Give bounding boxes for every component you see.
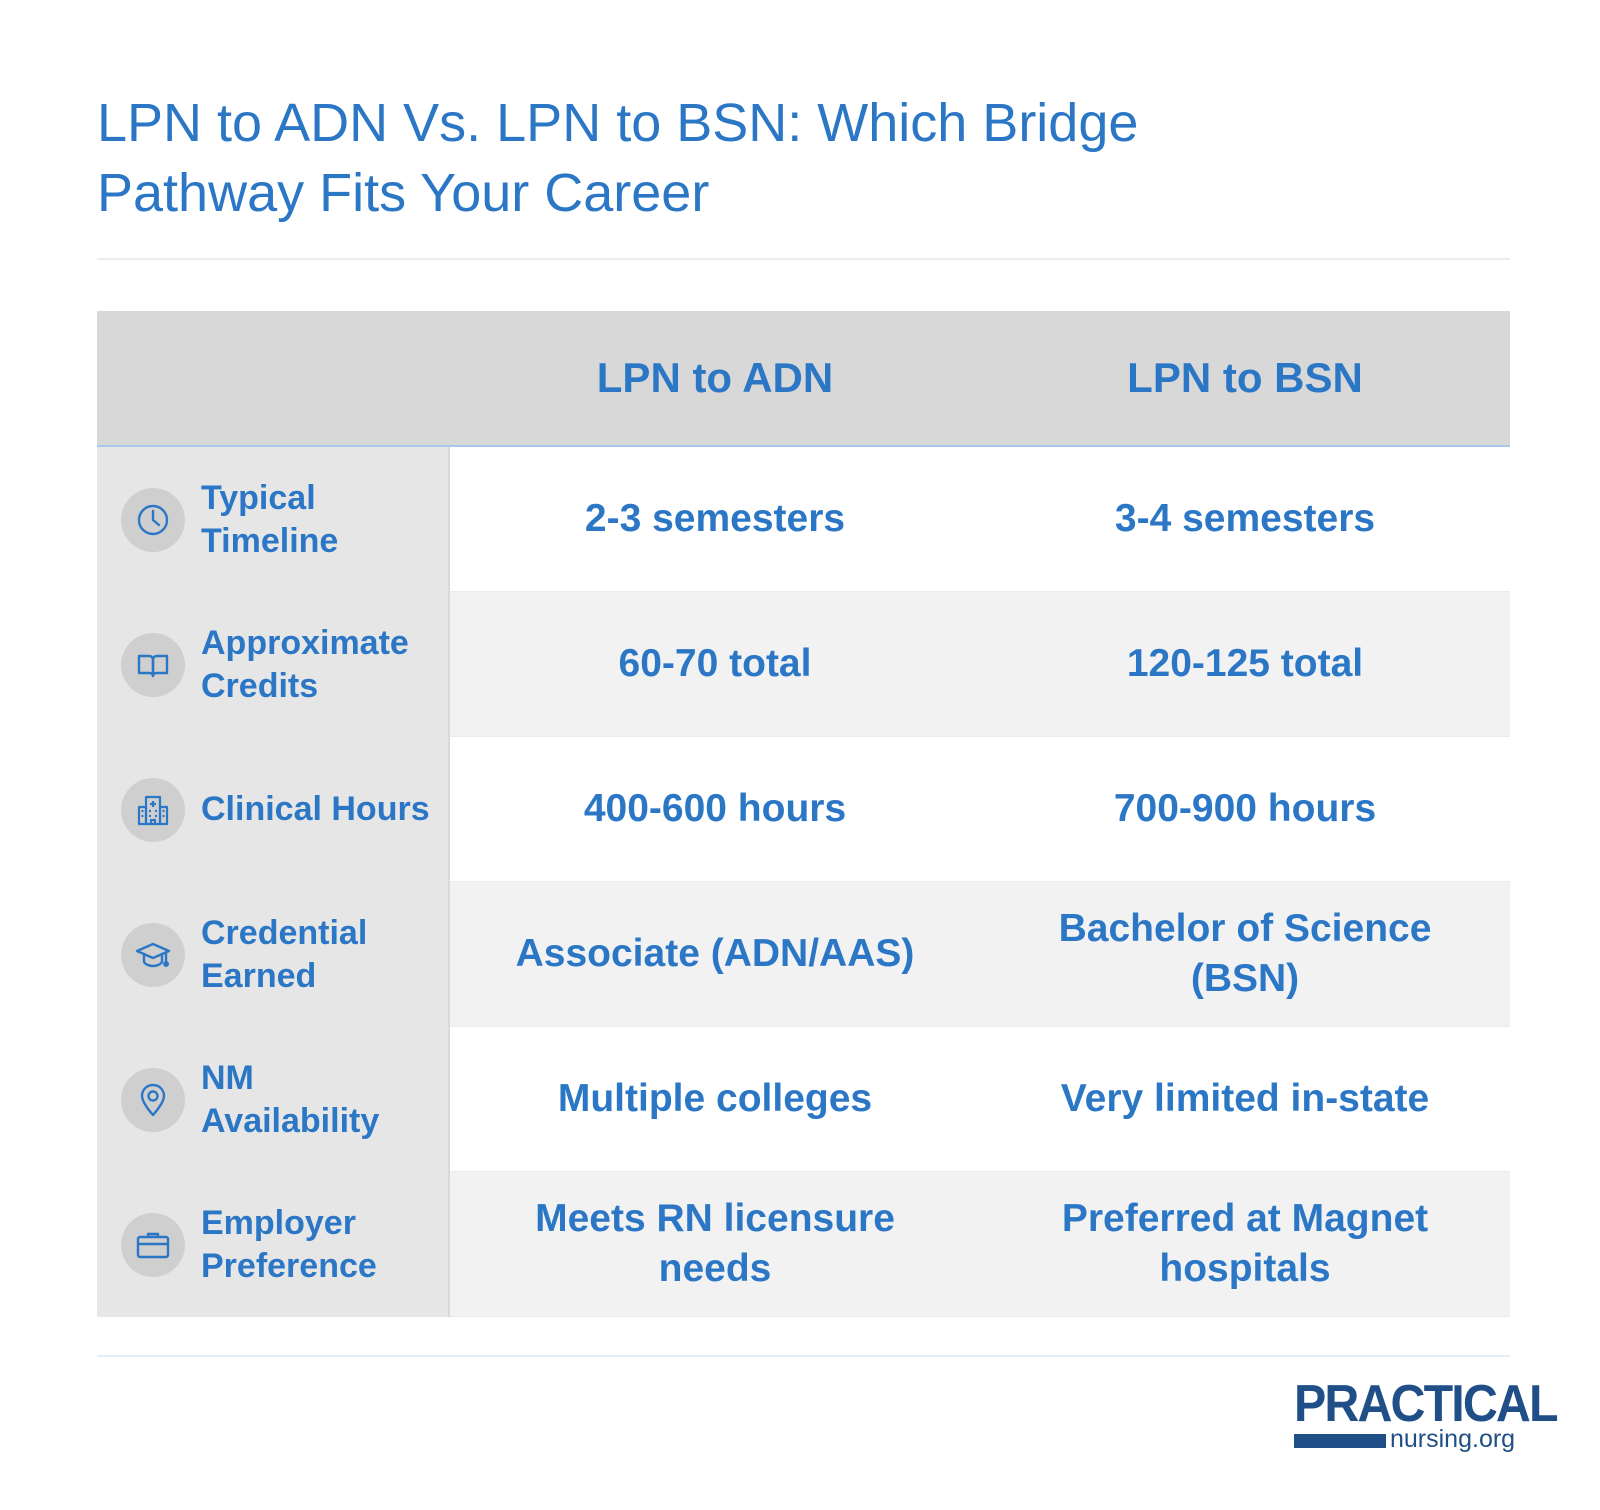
table-header-row [97,311,1510,447]
column-header-adn: LPN to ADN [596,354,834,401]
row-label: Clinical Hours [201,790,430,828]
row-label-cell [97,447,450,592]
column-header-bsn: LPN to BSN [1127,354,1363,401]
logo-subtext: nursing.org [1390,1425,1516,1453]
table-row [97,1172,1510,1317]
table-cell-bsn: 700-900 hours [980,737,1510,882]
row-label-cell [97,592,450,737]
practical-nursing-logo[interactable] [1294,1375,1557,1454]
row-label-cell [97,1172,450,1317]
clock-icon [121,488,185,552]
row-label-cell [97,1027,450,1172]
divider-top [97,258,1510,260]
table-cell-adn: 2-3 semesters [450,447,980,592]
location-pin-icon [121,1068,185,1132]
table-row [97,1027,1510,1172]
table-row [97,592,1510,737]
table-cell-adn: 60-70 total [450,592,980,737]
table-cell-bsn: Preferred at Magnet hospitals [980,1172,1510,1317]
table-cell-adn: Meets RN licensure needs [450,1172,980,1317]
hospital-icon [121,778,185,842]
logo-wordmark: PRACTICAL [1294,1375,1557,1433]
page-title: LPN to ADN Vs. LPN to BSN: Which Bridge Pathway Fits Your Career [97,93,1139,223]
row-label: Typical Timeline [201,478,339,560]
book-icon [121,633,185,697]
table-cell-adn: Associate (ADN/AAS) [450,882,980,1027]
table-row [97,737,1510,882]
table-cell-bsn: Bachelor of Science (BSN) [980,882,1510,1027]
row-label-cell [97,882,450,1027]
row-label: Credential Earned [201,913,368,995]
row-label: NM Availability [201,1058,380,1140]
table-cell-bsn: Very limited in-state [980,1027,1510,1172]
divider-bottom [97,1355,1510,1357]
row-label-cell [97,737,450,882]
table-row [97,447,1510,592]
table-cell-bsn: 3-4 semesters [980,447,1510,592]
row-label: Approximate Credits [201,623,409,705]
table-cell-adn: Multiple colleges [450,1027,980,1172]
table-cell-adn: 400-600 hours [450,737,980,882]
table-cell-bsn: 120-125 total [980,592,1510,737]
graduation-cap-icon [121,923,185,987]
header-empty-cell [97,311,450,445]
row-label: Employer Preference [201,1203,377,1285]
table-row [97,882,1510,1027]
comparison-table [97,311,1510,1317]
briefcase-icon [121,1213,185,1277]
logo-bar [1294,1434,1386,1448]
